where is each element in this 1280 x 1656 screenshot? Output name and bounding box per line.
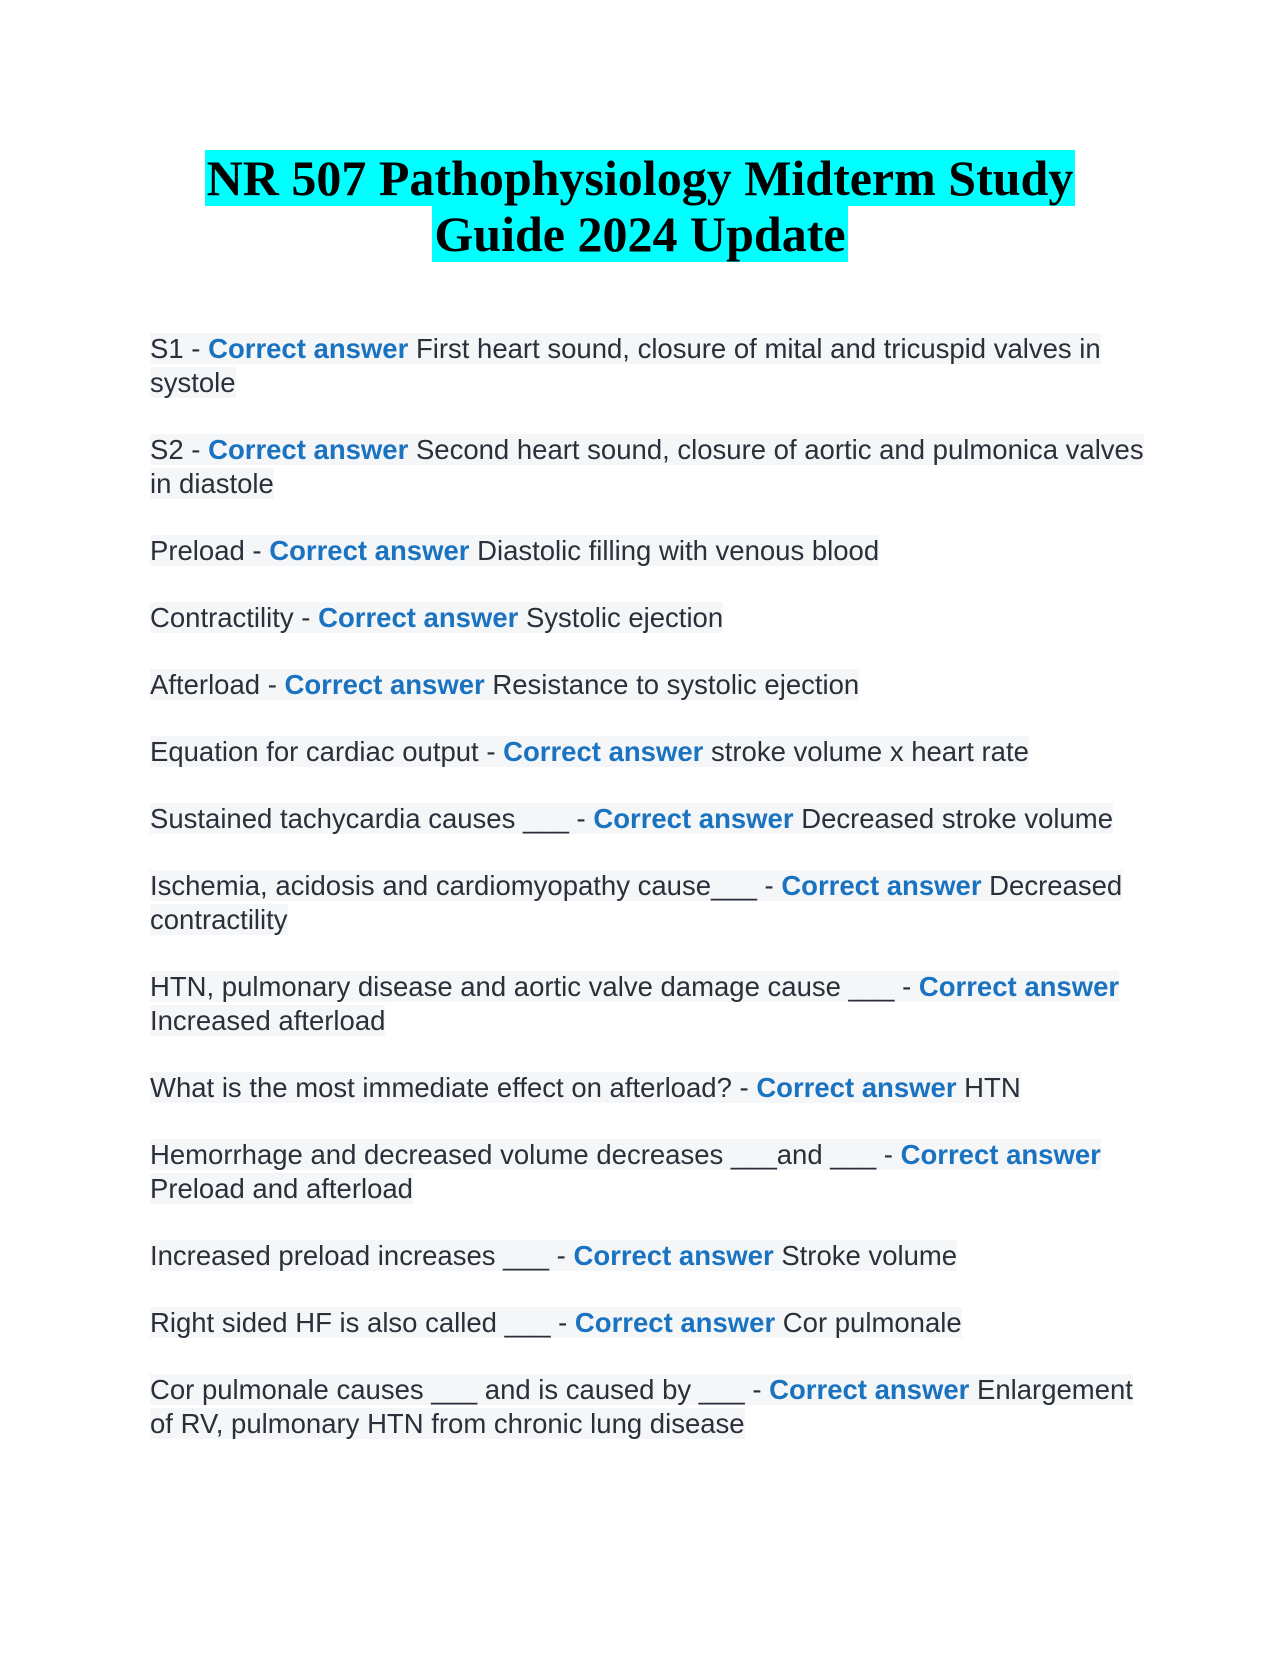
answer-text: Second heart sound, closure of aortic and pulmonica valves in diastole: [150, 434, 1144, 499]
answer-label: Correct answer: [918, 971, 1120, 1002]
answer-text: Enlargement of RV, pulmonary HTN from chronic lung disease: [150, 1374, 1133, 1439]
page-title: [150, 150, 1130, 262]
answer-label: Correct answer: [574, 1307, 776, 1338]
question-text: Afterload -: [150, 669, 285, 700]
qa-item: [150, 735, 1150, 769]
question-text: What is the most immediate effect on afterload? -: [150, 1072, 757, 1103]
answer-text: Preload and afterload: [150, 1173, 413, 1204]
qa-item: [150, 970, 1150, 1038]
title-line-2: Guide 2024 Update: [434, 206, 846, 262]
answer-text: First heart sound, closure of mital and tricuspid valves in systole: [150, 333, 1101, 398]
answer-label: Correct answer: [208, 333, 409, 364]
qa-item: [150, 1138, 1150, 1206]
answer-text: Systolic ejection: [518, 602, 724, 633]
question-text: Contractility -: [150, 602, 319, 633]
question-text: Equation for cardiac output -: [150, 736, 504, 767]
answer-text: Cor pulmonale: [775, 1307, 962, 1338]
qa-item: [150, 332, 1150, 400]
answer-text: Resistance to systolic ejection: [484, 669, 860, 700]
title-line-1: NR 507 Pathophysiology Midterm Study: [206, 150, 1074, 206]
question-text: Increased preload increases ___ -: [150, 1240, 574, 1271]
answer-label: Correct answer: [756, 1072, 957, 1103]
qa-item: [150, 1239, 1150, 1273]
qa-list: [150, 332, 1150, 1474]
answer-text: Stroke volume: [773, 1240, 958, 1271]
question-text: Right sided HF is also called ___ -: [150, 1307, 575, 1338]
qa-item: [150, 601, 1150, 635]
question-text: S2 -: [150, 434, 209, 465]
answer-text: stroke volume x heart rate: [703, 736, 1029, 767]
qa-item: [150, 668, 1150, 702]
answer-text: Decreased contractility: [150, 870, 1123, 935]
question-text: S1 -: [150, 333, 209, 364]
answer-text: Diastolic filling with venous blood: [469, 535, 880, 566]
answer-text: Decreased stroke volume: [793, 803, 1114, 834]
answer-text: HTN: [956, 1072, 1021, 1103]
answer-label: Correct answer: [769, 1374, 970, 1405]
answer-label: Correct answer: [208, 434, 409, 465]
question-text: Sustained tachycardia causes ___ -: [150, 803, 594, 834]
answer-label: Correct answer: [503, 736, 704, 767]
question-text: Cor pulmonale causes ___ and is caused by ___ -: [150, 1374, 770, 1405]
answer-label: Correct answer: [318, 602, 519, 633]
answer-label: Correct answer: [900, 1139, 1101, 1170]
question-text: Hemorrhage and decreased volume decreases ___and ___ -: [150, 1139, 901, 1170]
qa-item: [150, 1306, 1150, 1340]
qa-item: [150, 433, 1150, 501]
answer-label: Correct answer: [593, 803, 794, 834]
answer-label: Correct answer: [573, 1240, 774, 1271]
qa-item: [150, 534, 1150, 568]
qa-item: [150, 869, 1150, 937]
answer-label: Correct answer: [781, 870, 982, 901]
qa-item: [150, 802, 1150, 836]
answer-text: Increased afterload: [150, 1005, 386, 1036]
question-text: Preload -: [150, 535, 270, 566]
question-text: Ischemia, acidosis and cardiomyopathy cause___ -: [150, 870, 782, 901]
question-text: HTN, pulmonary disease and aortic valve damage cause ___ -: [150, 971, 919, 1002]
answer-label: Correct answer: [284, 669, 485, 700]
qa-item: [150, 1071, 1150, 1105]
answer-label: Correct answer: [269, 535, 470, 566]
qa-item: [150, 1373, 1150, 1441]
